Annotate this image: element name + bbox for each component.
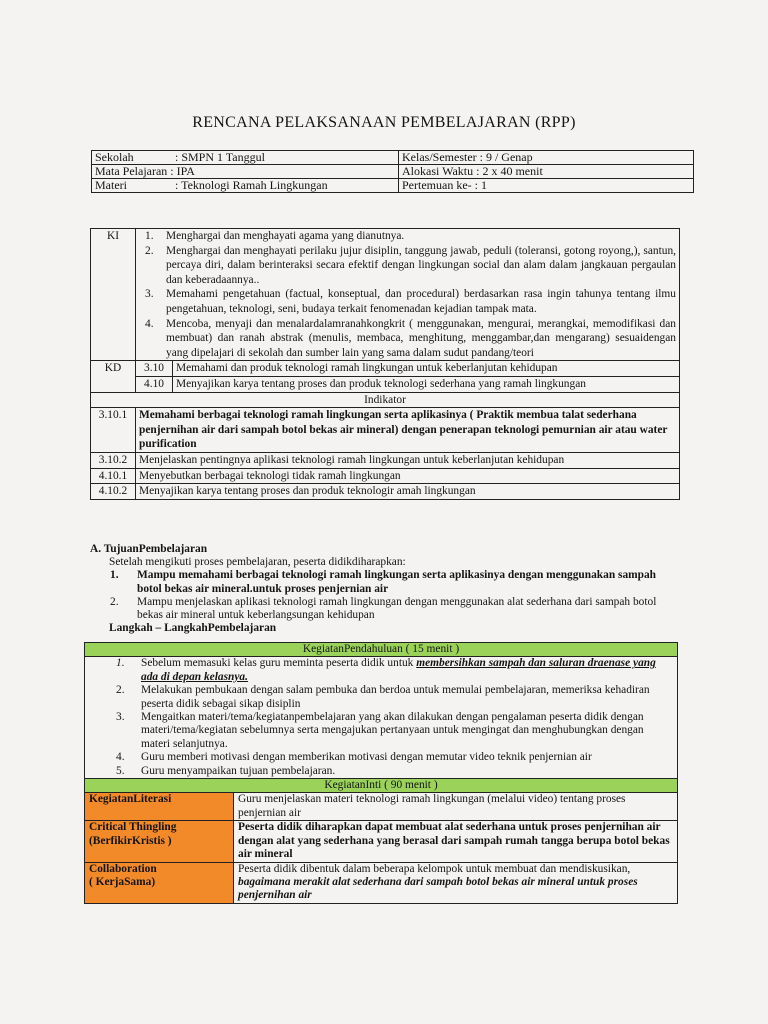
- pendahuluan-header: KegiatanPendahuluan ( 15 menit ): [85, 643, 678, 657]
- sekolah-label: Sekolah: [95, 150, 134, 164]
- sekolah-cell: [92, 151, 399, 165]
- ki-item: 4. Mencoba, menyaji dan menalardalamranahkongkrit ( menggunakan, mengurai, merangkai, memodifikasi dan membuat) dan ranah abstrak (menulis, membaca, menghitung, menggambar,dan mengarang) sesuaidengan yang dipelajari di sekolah dan sumber lain yang sama dalam sudut pandang/teori: [145, 317, 676, 359]
- ki-label: KI: [91, 229, 136, 361]
- kd-text: Memahami dan produk teknologi ramah lingkungan untuk keberlanjutan kehidupan: [173, 361, 680, 377]
- kd-code: 3.10: [136, 361, 173, 377]
- ki-kd-table: [90, 228, 680, 500]
- pendahuluan-item: 1. Sebelum memasuki kelas guru meminta peserta didik untuk membersihkan sampah dan saluran draenase yang ada di depan kelasnya.: [116, 657, 656, 683]
- indikator-text: Memahami berbagai teknologi ramah lingkungan serta aplikasinya ( Praktik membua talat sederhana penjernihan air dari sampah botol bekas air mineral) dengan penerapan teknologi pemurnian air atau water purification: [136, 408, 680, 453]
- literasi-label: KegiatanLiterasi: [85, 793, 234, 821]
- critical-text: Peserta didik diharapkan dapat membuat alat sederhana untuk proses penjernihan air dengan alat yang sederhana yang berasal dari sampah rumah tangga berupa botol bekas air mineral: [234, 821, 678, 862]
- collab-text: Peserta didik dibentuk dalam beberapa kelompok untuk membuat dan mendiskusikan, bagaimana merakit alat sederhana dari sampah botol bekas air mineral untuk proses penjernihan air: [234, 862, 678, 903]
- langkah-heading: Langkah – LangkahPembelajaran: [109, 622, 277, 635]
- indikator-code: 4.10.1: [91, 468, 136, 484]
- indikator-code: 3.10.1: [91, 408, 136, 453]
- materi-cell: [92, 179, 399, 193]
- pendahuluan-item: 4. Guru memberi motivasi dengan memberikan motivasi dengan memutar video teknik penjernian air: [116, 751, 592, 764]
- tujuan-heading: A. TujuanPembelajaran: [90, 543, 208, 555]
- pendahuluan-item: 3. Mengaitkan materi/tema/kegiatanpembelajaran yang akan dilakukan dengan pengalaman peserta didik dengan materi/tema/kegiatan sebelumnya serta mengajukan pertanyaan untuk mengingat dan menghubungkan dengan materi selanjutnya.: [116, 711, 644, 750]
- kegiatan-table: [84, 642, 678, 904]
- ki-item: 1. Menghargai dan menghayati agama yang dianutnya.: [145, 230, 405, 242]
- indikator-text: Menyebutkan berbagai teknologi tidak ramah lingkungan: [136, 468, 680, 484]
- header-table: [91, 150, 694, 193]
- indikator-header: Indikator: [91, 392, 680, 408]
- pertemuan-cell: Pertemuan ke- : 1: [399, 179, 694, 193]
- kd-label: KD: [91, 361, 136, 392]
- tujuan-item: 2. Mampu menjelaskan aplikasi teknologi ramah lingkungan dengan menggunakan alat sederhana dari sampah botol bekas air mineral untuk keberlangsungan kehidupan: [110, 595, 657, 622]
- mapel-cell: Mata Pelajaran : IPA: [92, 165, 399, 179]
- kd-code: 4.10: [136, 376, 173, 392]
- pendahuluan-item: 2. Melakukan pembukaan dengan salam pembuka dan berdoa untuk memulai pembelajaran, memeriksa kehadiran peserta didik sebagai sikap disiplin: [116, 684, 650, 710]
- literasi-text: Guru menjelaskan materi teknologi ramah lingkungan (melalui video) tentang proses penjernian air: [234, 793, 678, 821]
- pendahuluan-item: 5. Guru menyampaikan tujuan pembelajaran.: [116, 764, 336, 777]
- indikator-text: Menjelaskan pentingnya aplikasi teknologi ramah lingkungan untuk keberlanjutan kehidupan: [136, 452, 680, 468]
- sekolah-value: : SMPN 1 Tanggul: [175, 150, 265, 164]
- alokasi-cell: Alokasi Waktu : 2 x 40 menit: [399, 165, 694, 179]
- document-title: RENCANA PELAKSANAAN PEMBELAJARAN (RPP): [192, 114, 576, 131]
- indikator-text: Menyajikan karya tentang proses dan produk teknologir amah lingkungan: [136, 484, 680, 500]
- materi-value: : Teknologi Ramah Lingkungan: [175, 178, 328, 192]
- tujuan-item: 1. Mampu memahami berbagai teknologi ramah lingkungan serta aplikasinya dengan menggunakan sampah botol bekas air mineral.untuk proses penjernian air: [110, 569, 656, 595]
- materi-label: Materi: [95, 178, 127, 192]
- ki-item: 2. Menghargai dan menghayati perilaku jujur disiplin, tanggung jawab, peduli (toleransi, gotong royong,), santun, percaya diri, dalam berinteraksi secara efektif dengan lingkungan social dan alam dalam jangkauan pergaulan dan keberadaannya..: [145, 244, 676, 286]
- tujuan-section: [90, 543, 680, 635]
- critical-label: Critical Thingling (BerfikirKristis ): [85, 821, 234, 862]
- ki-content: [136, 229, 680, 361]
- kelas-cell: Kelas/Semester : 9 / Genap: [399, 151, 694, 165]
- indikator-code: 4.10.2: [91, 484, 136, 500]
- collab-label: Collaboration ( KerjaSama): [85, 862, 234, 903]
- tujuan-intro: Setelah mengikuti proses pembelajaran, peserta didikdiharapkan:: [109, 556, 406, 569]
- ki-item: 3. Memahami pengetahuan (factual, konseptual, dan procedural) berdasarkan rasa ingin tahunya tentang ilmu pengetahuan, teknologi, seni, budaya terkait fenomenadan kejadian tampak mata.: [145, 288, 676, 315]
- inti-header: KegiatanInti ( 90 menit ): [85, 779, 678, 793]
- kd-text: Menyajikan karya tentang proses dan produk teknologi sederhana yang ramah lingkungan: [173, 376, 680, 392]
- pendahuluan-content: [85, 657, 678, 779]
- indikator-code: 3.10.2: [91, 452, 136, 468]
